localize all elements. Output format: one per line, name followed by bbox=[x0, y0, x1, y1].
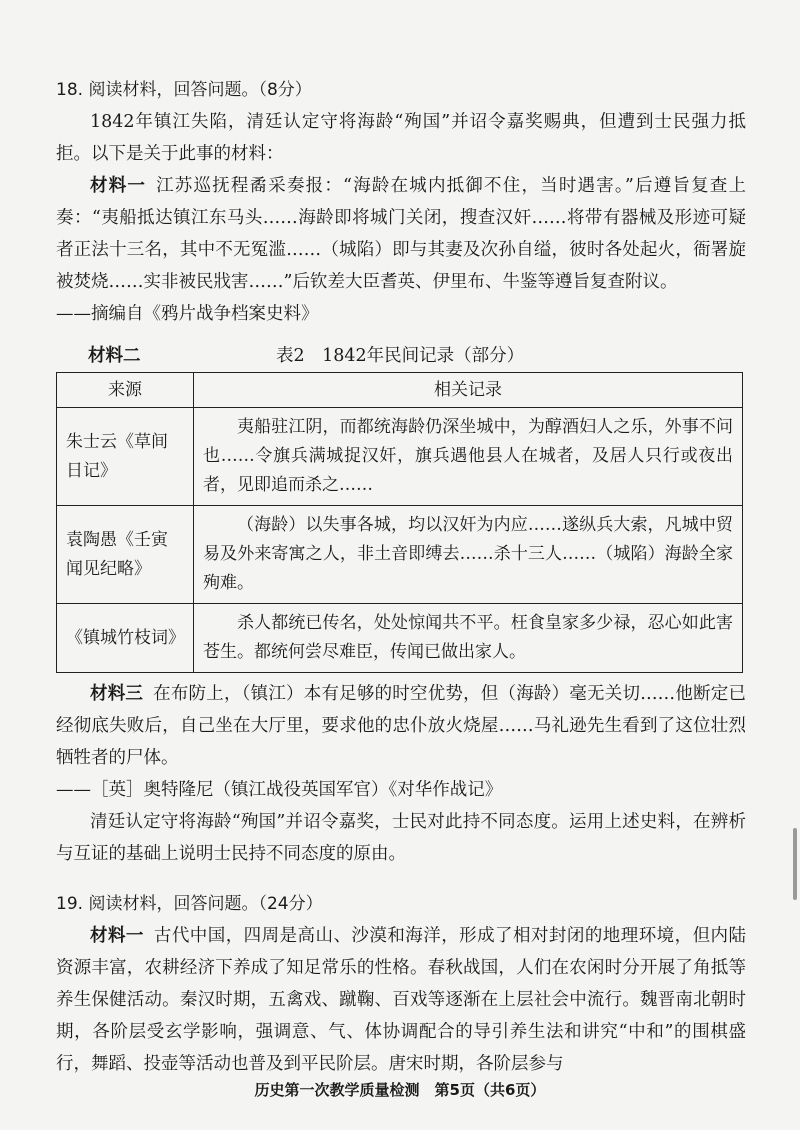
q19-heading: 19. 阅读材料，回答问题。（24分） bbox=[56, 894, 323, 914]
material3-source: ——［英］奥特隆尼（镇江战役英国军官）《对华作战记》 bbox=[56, 780, 503, 800]
material1-label: 材料一 bbox=[90, 176, 147, 196]
table-caption: 表2 1842年民间记录（部分） bbox=[276, 346, 525, 366]
material3-text: 在布防上，（镇江）本有足够的时空优势，但（海龄）毫无关切……他断定已经彻底失败后，自己坐在大厅里，要求他的忠仆放火烧屋……马礼逊先生看到了这位壮烈牺牲者的尸体。 bbox=[56, 684, 747, 768]
header-record: 相关记录 bbox=[194, 373, 743, 408]
q19-material1-label: 材料一 bbox=[90, 926, 144, 946]
question-18 bbox=[56, 74, 746, 330]
material2-label: 材料二 bbox=[88, 346, 141, 366]
records-table bbox=[56, 372, 743, 673]
table-header-row bbox=[57, 373, 743, 408]
table-row bbox=[57, 604, 743, 673]
row-record: 夷船驻江阴，而都统海龄仍深坐城中，为醇酒妇人之乐，外事不问也……令旗兵满城捉汉奸，旗兵遇他县人在城者，及居人只行或夜出者，见即追而杀之…… bbox=[194, 408, 743, 506]
row-record: （海龄）以失事各城，均以汉奸为内应……遂纵兵大索，凡城中贸易及外来寄寓之人，非土音即缚去……杀十三人……（城陷）海龄全家殉难。 bbox=[194, 506, 743, 604]
q18-intro: 1842年镇江失陷，清廷认定守将海龄“殉国”并诏令嘉奖赐典，但遭到士民强力抵拒。以下是关于此事的材料： bbox=[56, 112, 746, 164]
q18-question: 清廷认定守将海龄“殉国”并诏令嘉奖，士民对此持不同态度。运用上述史料，在辨析与互证的基础上说明士民持不同态度的原由。 bbox=[56, 812, 746, 864]
row-source: 袁陶愚《壬寅闻见纪略》 bbox=[57, 506, 194, 604]
material1-text: 江苏巡抚程矞采奏报：“海龄在城内抵御不住，当时遇害。”后遵旨复查上奏：“夷船抵达镇江东马头……海龄即将城门关闭，搜查汉奸……将带有器械及形迹可疑者正法十三名，其中不无冤滥……（城陷）即与其妻及次孙自缢，彼时各处起火，衙署旋被焚烧……实非被民戕害……”后钦差大臣耆英、伊里布、牛鉴等遵旨复查附议。 bbox=[56, 176, 746, 292]
row-source: 朱士云《草间日记》 bbox=[57, 408, 194, 506]
material2-header bbox=[56, 340, 746, 372]
material2-block bbox=[56, 340, 746, 673]
question-19 bbox=[56, 888, 746, 1080]
table-row bbox=[57, 408, 743, 506]
row-source: 《镇城竹枝词》 bbox=[57, 604, 194, 673]
material3-label: 材料三 bbox=[90, 684, 144, 704]
row-record: 杀人都统已传名，处处惊闻共不平。枉食皇家多少禄，忍心如此害苍生。都统何尝尽难臣，传闻已做出家人。 bbox=[194, 604, 743, 673]
page-footer: 历史第一次教学质量检测 第5页（共6页） bbox=[254, 1081, 546, 1099]
q19-material1 bbox=[56, 920, 746, 1080]
q18-heading: 18. 阅读材料，回答问题。（8分） bbox=[56, 80, 312, 100]
q18-material3 bbox=[56, 678, 746, 774]
scrollbar[interactable] bbox=[793, 828, 797, 900]
q19-material1-text: 古代中国，四周是高山、沙漠和海洋，形成了相对封闭的地理环境，但内陆资源丰富，农耕经济下养成了知足常乐的性格。春秋战国，人们在农闲时分开展了角抵等养生保健活动。秦汉时期，五禽戏、蹴鞠、百戏等逐渐在上层社会中流行。魏晋南北朝时期，各阶层受玄学影响，强调意、气、体协调配合的导引养生法和讲究“中和”的围棋盛行，舞蹈、投壶等活动也普及到平民阶层。唐宋时期，各阶层参与 bbox=[56, 926, 747, 1074]
table-row bbox=[57, 506, 743, 604]
material1-source: ——摘编自《鸦片战争档案史料》 bbox=[56, 304, 319, 324]
header-source: 来源 bbox=[57, 373, 194, 408]
q18-material1 bbox=[56, 170, 746, 298]
material3-block bbox=[56, 678, 746, 870]
